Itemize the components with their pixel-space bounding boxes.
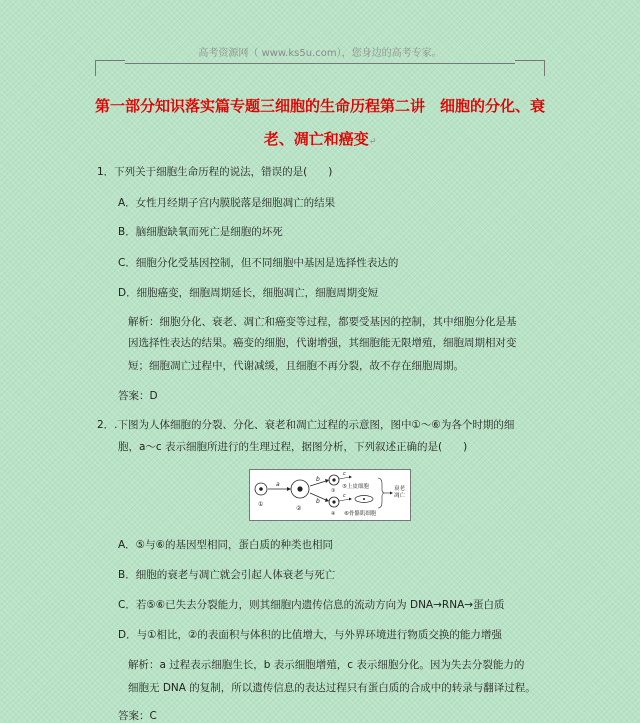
paragraph-mark: ↵ bbox=[368, 137, 377, 147]
header-rule-left-vertical bbox=[95, 60, 96, 76]
q2-stem-line-1: 2．.下图为人体细胞的分裂、分化、衰老和凋亡过程的示意图，图中①～⑥为各个时期的细 bbox=[97, 419, 515, 431]
q2-analysis-line-1: 解析：a 过程表示细胞生长，b 表示细胞增殖，c 表示细胞分化。因为失去分裂能力的 bbox=[128, 659, 525, 671]
document-title-line-2-text: 老、凋亡和癌变 bbox=[263, 130, 369, 148]
label-c-upper: c bbox=[343, 471, 346, 477]
document-title-line-2 bbox=[85, 128, 555, 149]
q1-stem: 1．下列关于细胞生命历程的说法，错误的是( ) bbox=[97, 166, 333, 178]
q1-option-b: B．脑细胞缺氧而死亡是细胞的坏死 bbox=[118, 226, 283, 238]
label-4: ④ bbox=[331, 511, 336, 517]
q1-option-a: A．女性月经期子宫内膜脱落是细胞凋亡的结果 bbox=[118, 197, 336, 209]
cell-6-label: ⑥骨骼肌细胞 bbox=[344, 511, 377, 517]
outcome-line-1: 衰老 bbox=[394, 486, 406, 492]
cell-process-diagram bbox=[249, 469, 411, 521]
q1-option-c: C．细胞分化受基因控制，但不同细胞中基因是选择性表达的 bbox=[118, 257, 399, 269]
brace bbox=[378, 478, 385, 508]
header-rule-right bbox=[515, 60, 545, 61]
q2-stem-line-2: 胞，a～c 表示细胞所进行的生理过程，据图分析，下列叙述正确的是( ) bbox=[118, 441, 468, 453]
header-rule-left bbox=[95, 60, 125, 61]
q2-option-a: A．⑤与⑥的基因型相同，蛋白质的种类也相同 bbox=[118, 539, 334, 551]
label-3: ③ bbox=[331, 488, 336, 494]
cell-5-label: ⑤上皮细胞 bbox=[342, 484, 369, 490]
outcome-line-2: 凋亡 bbox=[394, 493, 406, 499]
q1-analysis-line-1: 解析：细胞分化、衰老、凋亡和癌变等过程，都要受基因的控制，其中细胞分化是基 bbox=[128, 316, 517, 328]
label-b-upper: b bbox=[316, 476, 320, 483]
q2-option-b: B．细胞的衰老与凋亡就会引起人体衰老与死亡 bbox=[118, 569, 336, 581]
q1-analysis-line-3: 短；细胞凋亡过程中，代谢减缓，且细胞不再分裂，故不存在细胞周期。 bbox=[128, 360, 464, 372]
header-rule-right-vertical bbox=[544, 60, 545, 76]
label-1: ① bbox=[258, 501, 264, 508]
site-header-text: 高考资源网（ www.ks5u.com），您身边的高考专家。 bbox=[198, 48, 442, 59]
outcome-label bbox=[394, 484, 407, 499]
label-a: a bbox=[276, 481, 280, 488]
label-b-lower: b bbox=[316, 498, 320, 505]
q2-analysis-line-2: 细胞无 DNA 的复制，所以遗传信息的表达过程只有蛋白质的合成中的转录与翻译过程。 bbox=[128, 682, 536, 694]
q2-option-d: D．与①相比，②的表面积与体积的比值增大，与外界环境进行物质交换的能力增强 bbox=[118, 629, 502, 641]
q1-option-d: D．细胞癌变，细胞周期延长，细胞凋亡，细胞周期变短 bbox=[118, 287, 379, 299]
document-title-line-1: 第一部分知识落实篇专题三细胞的生命历程第二讲 细胞的分化、衰 bbox=[94, 97, 545, 115]
label-c-lower: c bbox=[343, 493, 346, 499]
label-2: ② bbox=[296, 505, 302, 512]
q1-analysis-line-2: 因选择性表达的结果。癌变的细胞，代谢增强，其细胞能无限增殖，细胞周期相对变 bbox=[128, 337, 517, 349]
q2-option-c: C．若⑤⑥已失去分裂能力，则其细胞内遗传信息的流动方向为 DNA→RNA→蛋白质 bbox=[118, 599, 505, 611]
q2-answer: 答案：C bbox=[118, 710, 157, 722]
header-rule-main bbox=[125, 63, 515, 64]
q1-answer: 答案：D bbox=[118, 390, 158, 402]
